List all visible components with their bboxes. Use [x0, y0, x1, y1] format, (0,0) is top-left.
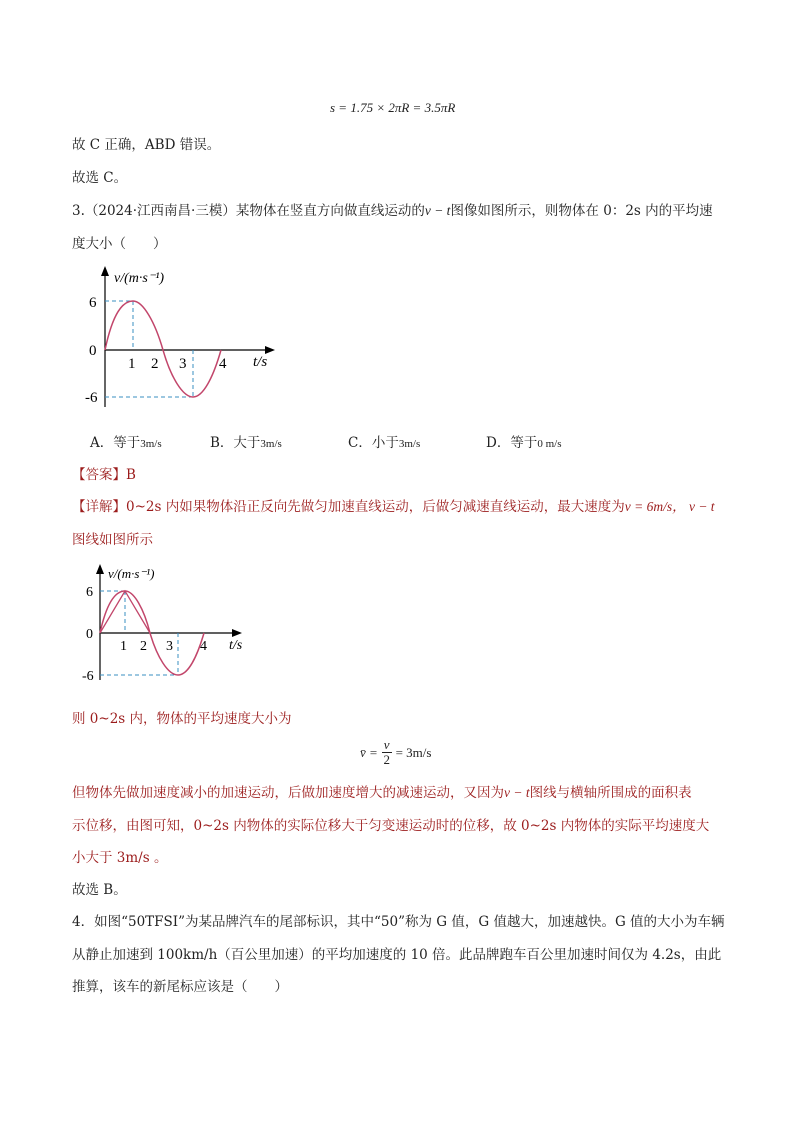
y-tick-0: 0 [89, 343, 97, 359]
detail-vt-graph [82, 560, 282, 685]
q4-line2: 从静止加速到 100km/h（百公里加速）的平均加速度的 10 倍。此品牌跑车百公里加速时间仅为 4.2s，由此 [72, 947, 722, 963]
x-tick-1: 1 [120, 639, 127, 654]
detail-line4: 但物体先做加速度减小的加速运动，后做加速度增大的减速运动，又因为v − t图线与横轴所围成的面积表 [72, 785, 692, 801]
option-d[interactable]: D．等于0 m/s [486, 435, 562, 451]
option-b[interactable]: B．大于3m/s [210, 435, 282, 451]
formula-s: s = 1.75 × 2πR = 3.5πR [330, 100, 456, 115]
y-axis-arrow [96, 564, 104, 574]
q4-line3: 推算，该车的新尾标应该是（ ） [72, 979, 288, 995]
y-axis-label: v/(m·s⁻¹) [114, 271, 165, 286]
detail-line1: 【详解】0~2s 内如果物体沿正反向先做匀加速直线运动，后做匀减速直线运动，最大速度为v = 6m/s， v − t [72, 499, 715, 515]
x-axis-arrow [232, 629, 242, 637]
y-tick-6: 6 [86, 585, 93, 600]
avg-velocity-formula: v̄ = $\frac{v}{2}$ = 3m/s [360, 737, 432, 767]
y-tick-6: 6 [89, 295, 97, 311]
q3-vt-graph [85, 262, 285, 412]
prev-conclusion: 故 C 正确，ABD 错误。 [72, 137, 221, 153]
detail-line3: 则 0~2s 内，物体的平均速度大小为 [72, 711, 292, 727]
x-tick-2: 2 [151, 356, 159, 372]
x-axis-arrow [265, 346, 275, 354]
x-tick-4: 4 [219, 356, 227, 372]
x-tick-3: 3 [179, 356, 187, 372]
detail-line2: 图线如图所示 [72, 532, 153, 548]
detail-line6: 小大于 3m/s 。 [72, 850, 168, 866]
y-tick-0: 0 [86, 627, 93, 642]
option-c[interactable]: C．小于3m/s [348, 435, 421, 451]
x-tick-4: 4 [200, 639, 207, 654]
option-a[interactable]: A．等于3m/s [90, 435, 162, 451]
q3-choice: 故选 B。 [72, 882, 127, 898]
x-tick-2: 2 [140, 639, 147, 654]
detail-line5: 示位移，由图可知，0~2s 内物体的实际位移大于匀变速运动时的位移，故 0~2s 内物体的实际平均速度大 [72, 818, 710, 834]
x-tick-1: 1 [128, 356, 136, 372]
q4-line1: 4．如图“50TFSI”为某品牌汽车的尾部标识，其中“50”称为 G 值，G 值越大，加速越快。G 值的大小为车辆 [72, 914, 725, 930]
x-axis-label: t/s [253, 354, 268, 370]
x-axis-label: t/s [229, 638, 243, 653]
q3-stem-line1: 3.（2024·江西南昌·三模）某物体在竖直方向做直线运动的v − t图像如图所示，则物体在 0：2s 内的平均速 [72, 203, 713, 219]
q3-stem-line2: 度大小（ ） [72, 236, 167, 252]
y-axis-arrow [101, 266, 109, 276]
y-tick-neg6: -6 [85, 390, 98, 406]
answer-line: 【答案】B [72, 467, 136, 483]
y-axis-label: v/(m·s⁻¹) [108, 566, 155, 581]
y-tick-neg6: -6 [82, 669, 94, 684]
prev-choice: 故选 C。 [72, 170, 128, 186]
sine-curve [105, 301, 221, 397]
x-tick-3: 3 [166, 639, 173, 654]
